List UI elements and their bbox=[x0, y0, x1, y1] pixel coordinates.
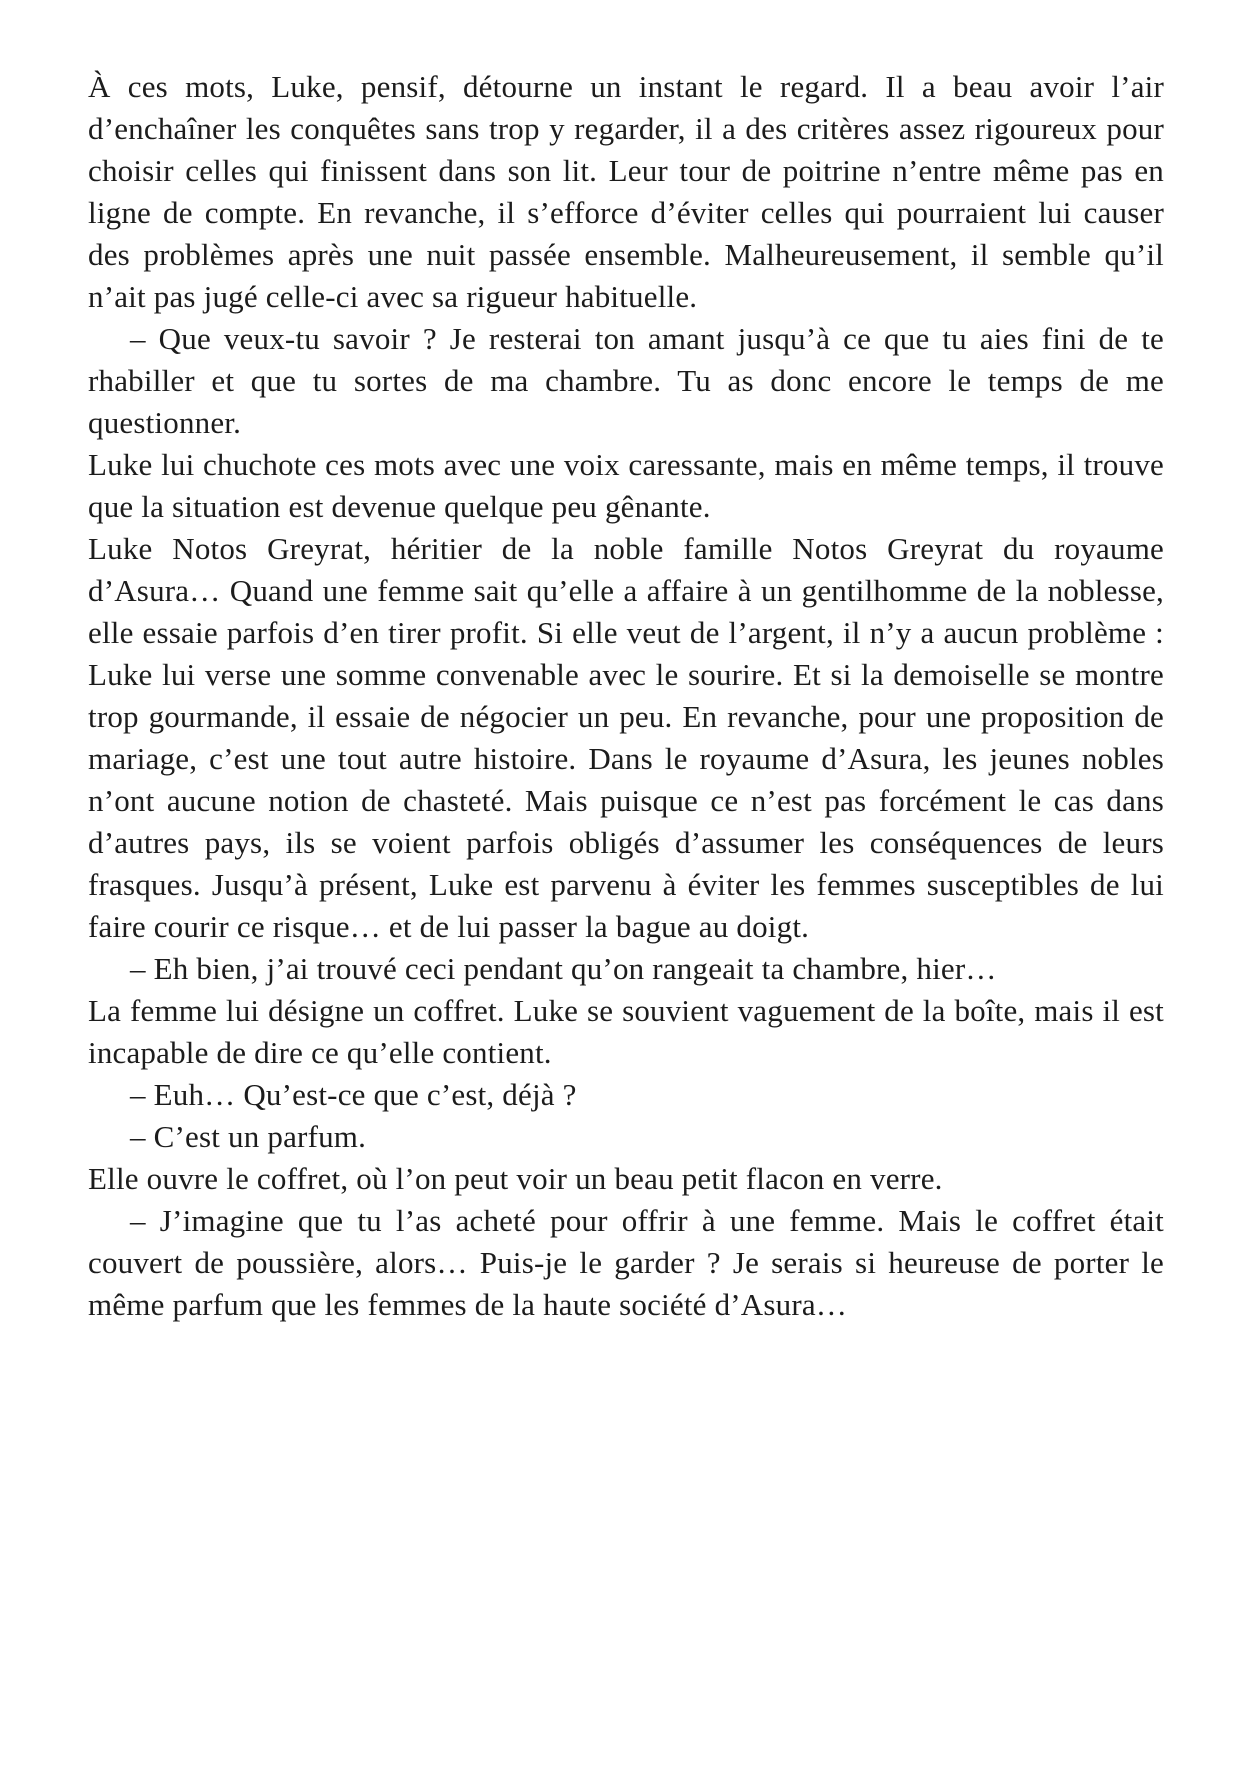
paragraph: Elle ouvre le coffret, où l’on peut voir un beau petit flacon en verre. bbox=[88, 1161, 943, 1196]
page-text-block bbox=[88, 66, 1164, 1326]
paragraph-dialogue: – Euh… Qu’est-ce que c’est, déjà ? bbox=[130, 1077, 577, 1112]
paragraph-dialogue: – Eh bien, j’ai trouvé ceci pendant qu’on rangeait ta chambre, hier… bbox=[130, 951, 997, 986]
paragraph: La femme lui désigne un coffret. Luke se souvient vaguement de la boîte, mais il est incapable de dire ce qu’elle contient. bbox=[88, 993, 1164, 1070]
paragraph-dialogue: – C’est un parfum. bbox=[130, 1119, 367, 1154]
paragraph: Luke lui chuchote ces mots avec une voix caressante, mais en même temps, il trouve que la situation est devenue quelque peu gênante. bbox=[88, 447, 1164, 524]
paragraph-dialogue: – J’imagine que tu l’as acheté pour offrir à une femme. Mais le coffret était couvert de poussière, alors… Puis-je le garder ? Je serais si heureuse de porter le même parfum que les femmes de la haute société d’Asura… bbox=[88, 1203, 1164, 1322]
paragraph: À ces mots, Luke, pensif, détourne un instant le regard. Il a beau avoir l’air d’enchaîner les conquêtes sans trop y regarder, il a des critères assez rigoureux pour choisir celles qui finissent dans son lit. Leur tour de poitrine n’entre même pas en ligne de compte. En revanche, il s’efforce d’éviter celles qui pourraient lui causer des problèmes après une nuit passée ensemble. Malheureusement, il semble qu’il n’ait pas jugé celle-ci avec sa rigueur habituelle. bbox=[88, 69, 1164, 314]
paragraph: Luke Notos Greyrat, héritier de la noble famille Notos Greyrat du royaume d’Asura… Quand une femme sait qu’elle a affaire à un gentilhomme de la noblesse, elle essaie parfois d’en tirer profit. Si elle veut de l’argent, il n’y a aucun problème : Luke lui verse une somme convenable avec le sourire. Et si la demoiselle se montre trop gourmande, il essaie de négocier un peu. En revanche, pour une proposition de mariage, c’est une tout autre histoire. Dans le royaume d’Asura, les jeunes nobles n’ont aucune notion de chasteté. Mais puisque ce n’est pas forcément le cas dans d’autres pays, ils se voient parfois obligés d’assumer les conséquences de leurs frasques. Jusqu’à présent, Luke est parvenu à éviter les femmes susceptibles de lui faire courir ce risque… et de lui passer la bague au doigt. bbox=[88, 531, 1164, 944]
paragraph-dialogue: – Que veux-tu savoir ? Je resterai ton amant jusqu’à ce que tu aies fini de te rhabiller et que tu sortes de ma chambre. Tu as donc encore le temps de me questionner. bbox=[88, 321, 1164, 440]
